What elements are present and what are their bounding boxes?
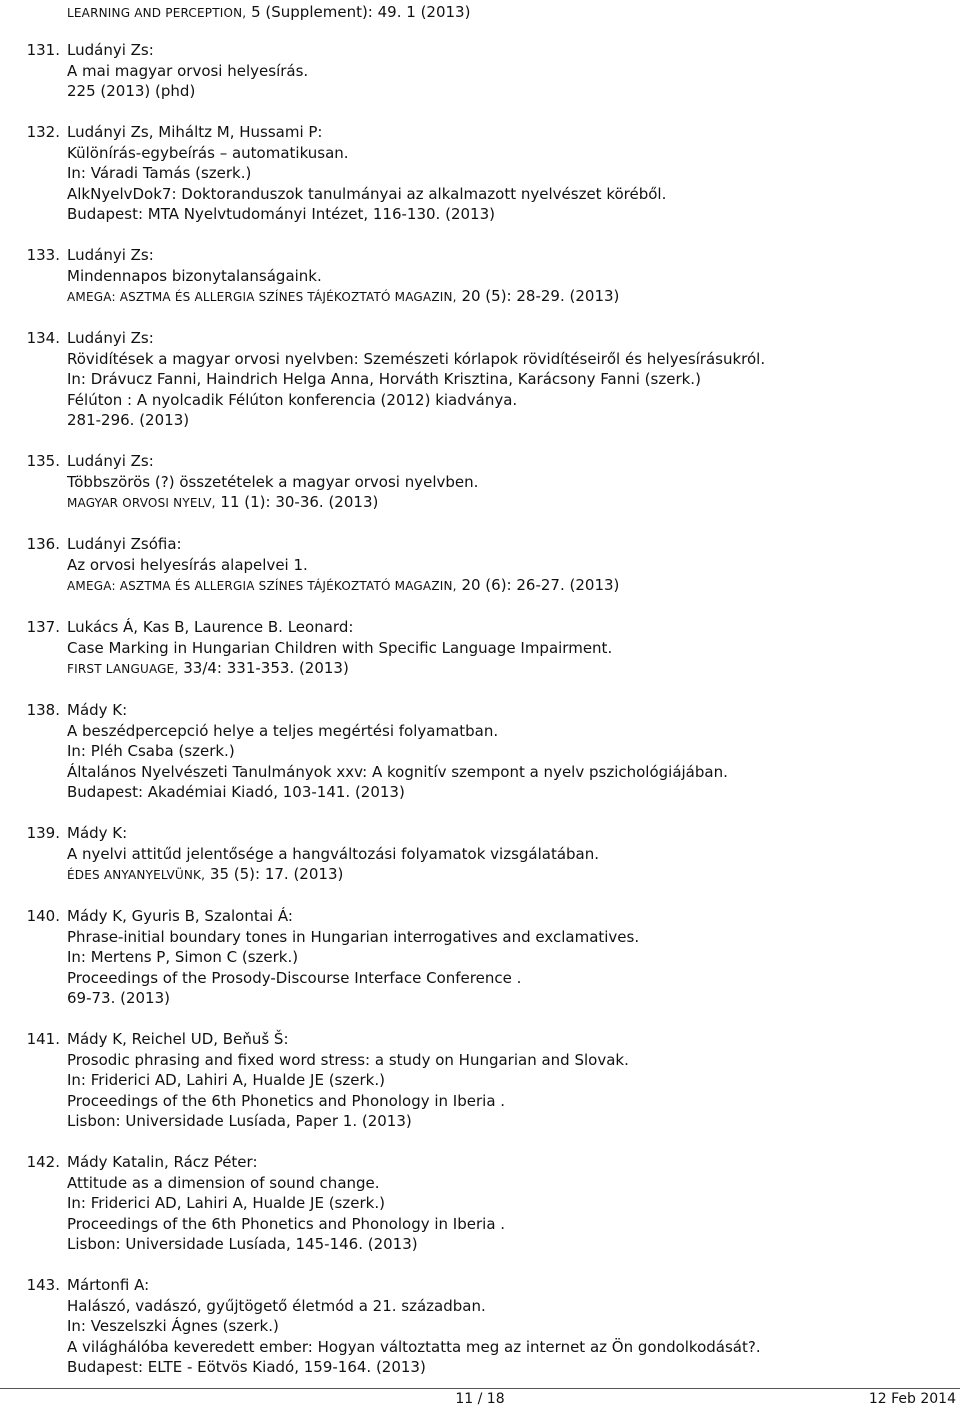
line-text: Mády Katalin, Rácz Péter: (67, 1153, 258, 1171)
entry-lines (67, 906, 960, 1009)
entry-authors (67, 700, 960, 721)
footer-date: 12 Feb 2014 (868, 1391, 956, 1407)
entry-lines (67, 1152, 960, 1255)
entry-line (67, 782, 960, 803)
entry-lines (67, 451, 960, 514)
line-text: A beszédpercepció helye a teljes megértési folyamatban. (67, 721, 499, 740)
entry-number: 135. (26, 452, 60, 470)
publication-entry (0, 534, 960, 597)
entry-authors (67, 122, 960, 143)
entry-lines (67, 700, 960, 803)
entry-line (67, 472, 960, 493)
journal-name: AMEGA: ASZTMA ÉS ALLERGIA SZÍNES TÁJÉKOZTATÓ MAGAZIN, (67, 290, 457, 304)
entry-line (67, 1296, 960, 1317)
entry-authors (67, 1275, 960, 1296)
line-text: Általános Nyelvészeti Tanulmányok xxv: A kognitív szempont a nyelv pszichológiájában. (67, 762, 728, 781)
line-text: Attitude as a dimension of sound change. (67, 1173, 380, 1192)
publication-entry (0, 245, 960, 308)
line-text: In: Váradi Tamás (szerk.) (67, 164, 252, 182)
entry-authors (67, 1029, 960, 1050)
entry-authors (67, 1152, 960, 1173)
line-text: Lukács Á, Kas B, Laurence B. Leonard: (67, 618, 354, 636)
line-text: 20 (6): 26-27. (2013) (456, 576, 620, 594)
line-text: 69-73. (2013) (67, 989, 171, 1007)
line-text: Az orvosi helyesírás alapelvei 1. (67, 555, 308, 574)
entry-authors (67, 328, 960, 349)
entry-line (67, 988, 960, 1009)
entry-line (67, 844, 960, 865)
entry-line (67, 864, 960, 886)
entry-line (67, 1337, 960, 1358)
entry-line (67, 390, 960, 411)
line-text: In: Drávucz Fanni, Haindrich Helga Anna, Horváth Krisztina, Karácsony Fanni (szerk.) (67, 370, 701, 388)
publication-entry (0, 700, 960, 803)
line-text: Félúton : A nyolcadik Félúton konferencia (2012) kiadványa. (67, 390, 518, 409)
line-text: Budapest: MTA Nyelvtudományi Intézet, 116-130. (2013) (67, 205, 495, 223)
publication-entry (0, 328, 960, 431)
publication-entry (0, 40, 960, 102)
entry-authors (67, 906, 960, 927)
entry-line (67, 1050, 960, 1071)
line-text: Ludányi Zsófia: (67, 535, 182, 553)
line-text: A világhálóba keveredett ember: Hogyan változtatta meg az internet az Ön gondolkodását?. (67, 1337, 761, 1356)
line-text: Mády K: (67, 701, 128, 719)
line-text: 11 (1): 30-36. (2013) (215, 493, 379, 511)
footer-divider (0, 1388, 960, 1389)
entry-number: 132. (26, 123, 60, 141)
entry-line (67, 184, 960, 205)
line-text: Phrase-initial boundary tones in Hungarian interrogatives and exclamatives. (67, 927, 640, 946)
entry-number: 141. (26, 1030, 60, 1048)
line-text: 35 (5): 17. (2013) (205, 865, 344, 883)
entry-line (67, 1111, 960, 1132)
line-text: In: Mertens P, Simon C (szerk.) (67, 948, 299, 966)
entry-line (67, 762, 960, 783)
journal-name: FIRST LANGUAGE, (67, 662, 179, 676)
entry-number: 137. (26, 618, 60, 636)
entry-lines (67, 1275, 960, 1378)
entry-number: 138. (26, 701, 60, 719)
entry-lines (67, 823, 960, 886)
entry-lines (67, 245, 960, 308)
line-text: Mártonfi A: (67, 1276, 150, 1294)
publication-entry (0, 906, 960, 1009)
entry-authors (67, 617, 960, 638)
line-text: Ludányi Zs: (67, 329, 154, 347)
entry-line (67, 204, 960, 225)
journal-name: MAGYAR ORVOSI NYELV, (67, 496, 216, 510)
entry-line (67, 1091, 960, 1112)
line-text: In: Friderici AD, Lahiri A, Hualde JE (szerk.) (67, 1071, 385, 1089)
entry-line (67, 266, 960, 287)
entry-line (67, 721, 960, 742)
entry-authors (67, 40, 960, 61)
entry-line (67, 492, 960, 514)
entry-number: 136. (26, 535, 60, 553)
continued-citation (67, 2, 470, 23)
line-text: AlkNyelvDok7: Doktoranduszok tanulmányai az alkalmazott nyelvészet köréből. (67, 184, 667, 203)
entry-lines (67, 1029, 960, 1132)
line-text: Rövidítések a magyar orvosi nyelvben: Szemészeti kórlapok rövidítéseiről és helyesírásukról. (67, 349, 766, 368)
entry-lines (67, 617, 960, 680)
entry-line (67, 555, 960, 576)
line-text: Mindennapos bizonytalanságaink. (67, 266, 322, 285)
line-text: Mády K, Reichel UD, Beňuš Š: (67, 1030, 289, 1048)
entry-authors (67, 245, 960, 266)
entry-number: 142. (26, 1153, 60, 1171)
publication-entry (0, 823, 960, 886)
line-text: In: Veszelszki Ágnes (szerk.) (67, 1317, 279, 1335)
entry-line (67, 575, 960, 597)
entry-number: 133. (26, 246, 60, 264)
line-text: Mády K, Gyuris B, Szalontai Á: (67, 907, 293, 925)
entry-lines (67, 40, 960, 102)
entry-line (67, 61, 960, 82)
entry-line (67, 638, 960, 659)
line-text: 281-296. (2013) (67, 411, 190, 429)
line-text: Proceedings of the 6th Phonetics and Phonology in Iberia . (67, 1091, 506, 1110)
entry-line (67, 1070, 960, 1091)
entry-line (67, 163, 960, 184)
entry-line (67, 369, 960, 390)
line-text: 225 (2013) (phd) (67, 82, 196, 100)
entry-authors (67, 451, 960, 472)
entry-line (67, 143, 960, 164)
publication-entry (0, 1029, 960, 1132)
line-text: Ludányi Zs, Miháltz M, Hussami P: (67, 123, 323, 141)
line-text: Ludányi Zs: (67, 452, 154, 470)
line-text: 20 (5): 28-29. (2013) (456, 287, 620, 305)
entry-line (67, 741, 960, 762)
entry-authors (67, 823, 960, 844)
publication-entry (0, 617, 960, 680)
line-text: Lisbon: Universidade Lusíada, Paper 1. (2013) (67, 1112, 412, 1130)
entry-line (67, 81, 960, 102)
entry-line (67, 658, 960, 680)
line-text: Ludányi Zs: (67, 41, 154, 59)
line-text: Ludányi Zs: (67, 246, 154, 264)
line-text: Prosodic phrasing and fixed word stress: a study on Hungarian and Slovak. (67, 1050, 629, 1069)
entry-number: 139. (26, 824, 60, 842)
line-text: In: Pléh Csaba (szerk.) (67, 742, 235, 760)
entry-lines (67, 328, 960, 431)
journal-name: AMEGA: ASZTMA ÉS ALLERGIA SZÍNES TÁJÉKOZTATÓ MAGAZIN, (67, 579, 457, 593)
entry-number: 134. (26, 329, 60, 347)
line-text: Mády K: (67, 824, 128, 842)
journal-name: LEARNING AND PERCEPTION, (67, 6, 247, 20)
line-text: Case Marking in Hungarian Children with Specific Language Impairment. (67, 638, 613, 657)
entry-line (67, 927, 960, 948)
journal-name: ÉDES ANYANYELVÜNK, (67, 868, 206, 882)
entry-line (67, 968, 960, 989)
line-text: 33/4: 331-353. (2013) (178, 659, 349, 677)
entry-line (67, 410, 960, 431)
journal-details: 5 (Supplement): 49. 1 (2013) (246, 3, 471, 21)
line-text: In: Friderici AD, Lahiri A, Hualde JE (szerk.) (67, 1194, 385, 1212)
entry-line (67, 947, 960, 968)
line-text: Proceedings of the 6th Phonetics and Phonology in Iberia . (67, 1214, 506, 1233)
entry-line (67, 1234, 960, 1255)
line-text: A mai magyar orvosi helyesírás. (67, 61, 309, 80)
publication-entry (0, 1152, 960, 1255)
line-text: Proceedings of the Prosody-Discourse Interface Conference . (67, 968, 522, 987)
entry-lines (67, 534, 960, 597)
entry-number: 140. (26, 907, 60, 925)
page-number: 11 / 18 (455, 1391, 505, 1407)
entry-line (67, 349, 960, 370)
publication-list (0, 40, 960, 1378)
line-text: A nyelvi attitűd jelentősége a hangváltozási folyamatok vizsgálatában. (67, 844, 600, 863)
entry-line (67, 286, 960, 308)
entry-authors (67, 534, 960, 555)
entry-line (67, 1214, 960, 1235)
line-text: Lisbon: Universidade Lusíada, 145-146. (2013) (67, 1235, 418, 1253)
line-text: Halászó, vadászó, gyűjtögető életmód a 21. században. (67, 1296, 486, 1315)
line-text: Többszörös (?) összetételek a magyar orvosi nyelvben. (67, 472, 479, 491)
publication-entry (0, 1275, 960, 1378)
entry-line (67, 1193, 960, 1214)
line-text: Budapest: Akadémiai Kiadó, 103-141. (2013) (67, 783, 405, 801)
publication-entry (0, 451, 960, 514)
line-text: Budapest: ELTE - Eötvös Kiadó, 159-164. (2013) (67, 1358, 426, 1376)
entry-lines (67, 122, 960, 225)
entry-number: 143. (26, 1276, 60, 1294)
publication-entry (0, 122, 960, 225)
line-text: Különírás-egybeírás – automatikusan. (67, 143, 349, 162)
entry-line (67, 1357, 960, 1378)
entry-line (67, 1173, 960, 1194)
entry-line (67, 1316, 960, 1337)
entry-number: 131. (26, 41, 60, 59)
